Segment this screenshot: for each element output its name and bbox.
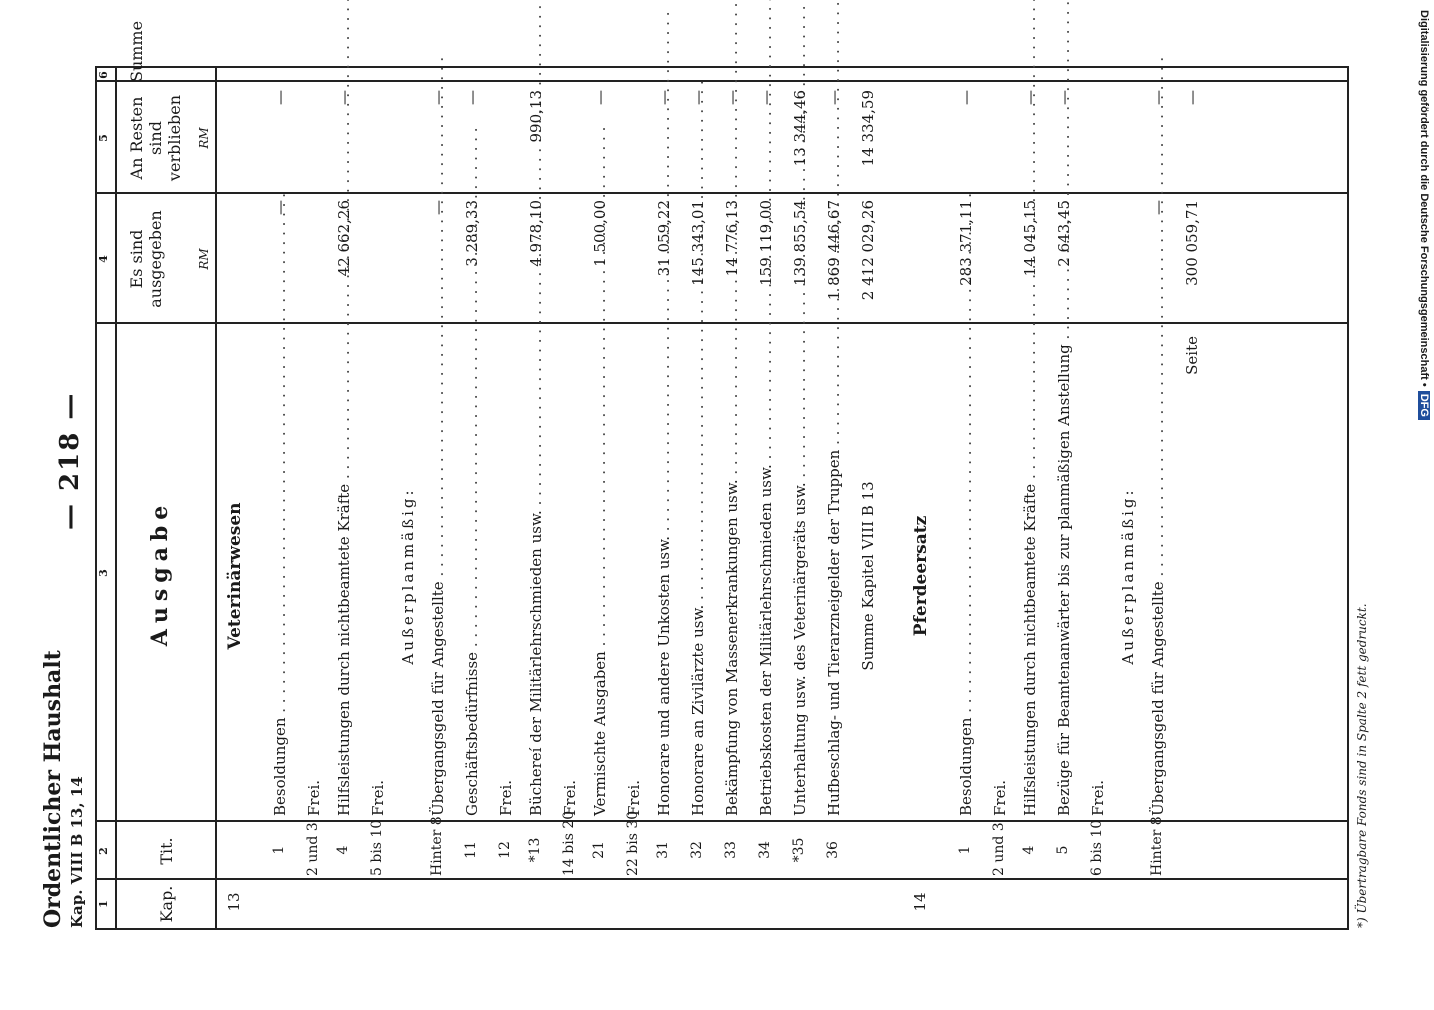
description-cell: Geschäftsbedürfnisse . . .: [463, 336, 481, 816]
description-cell: Bezüge für Beamtenanwärter bis zur planmäßigen Anstellung . . .: [1055, 336, 1073, 816]
spent-cell: —: [1149, 200, 1167, 215]
spent-cell: 42 662,26: [335, 200, 353, 277]
header-title: Ordentlicher Haushalt: [40, 650, 66, 928]
column-number: 4: [97, 255, 110, 263]
spent-cell: —: [271, 200, 289, 215]
description-cell: Unterhaltung usw. des Veterinärgeräts usw. . . .: [791, 336, 809, 816]
description-cell: Übergangsgeld für Angestellte . . .: [429, 336, 447, 816]
remaining-cell: —: [335, 90, 353, 105]
tit-cell: *35: [791, 837, 807, 863]
remaining-cell: —: [1183, 90, 1201, 105]
spent-cell: 3 289,33: [463, 200, 481, 267]
remaining-cell: 13 344,46: [791, 90, 809, 167]
description-cell: Seite: [1183, 336, 1201, 375]
table-row: [497, 68, 525, 928]
table-row: [591, 68, 619, 928]
table-row: [225, 68, 253, 928]
remaining-cell: 14 334,59: [859, 90, 877, 167]
description-cell: Bekämpfung von Massenerkrankungen usw. . . .: [723, 336, 741, 816]
description-cell: Besoldungen . . .: [957, 336, 975, 816]
description-cell: Frei.: [369, 779, 387, 816]
table-row: [825, 68, 853, 928]
tit-cell: 4: [335, 845, 351, 855]
remaining-cell: —: [757, 90, 775, 105]
tit-cell: 22 bis 30: [625, 810, 641, 876]
table-row: [791, 68, 819, 928]
spent-cell: 300 059,71: [1183, 200, 1201, 286]
table-row: [957, 68, 985, 928]
description-cell: Vermischte Ausgaben . . .: [591, 336, 609, 816]
tit-cell: 14 bis 20: [561, 810, 577, 876]
tit-cell: 2 und 3: [991, 822, 1007, 876]
remaining-cell: —: [591, 90, 609, 105]
remaining-cell: —: [1055, 90, 1073, 105]
table-row: [625, 68, 653, 928]
table-row: [561, 68, 589, 928]
budget-table: [95, 20, 1349, 930]
kap-header: Kap.: [157, 885, 176, 923]
spent-cell: 14 045,15: [1021, 200, 1039, 277]
document-header: [40, 650, 86, 928]
spent-cell: 31 059,22: [655, 200, 673, 277]
description-cell: Frei.: [305, 779, 323, 816]
table-row: [1089, 68, 1117, 928]
remaining-cell: —: [1149, 90, 1167, 105]
remaining-cell: —: [723, 90, 741, 105]
tit-cell: 31: [655, 841, 671, 859]
table-row: [655, 68, 683, 928]
tit-cell: 21: [591, 841, 607, 859]
description-cell: Außerplanmäßig:: [1119, 487, 1137, 665]
tit-cell: 1: [957, 845, 973, 855]
description-cell: Besoldungen . . .: [271, 336, 289, 816]
spent-cell: 2 412 029,26: [859, 200, 877, 301]
table-row: [991, 68, 1019, 928]
tit-cell: 11: [463, 841, 479, 859]
tit-cell: 5 bis 10: [369, 819, 385, 876]
spent-cell: 1 869 446,67: [825, 200, 843, 301]
header-subtitle: Kap. VIII B 13, 14: [68, 776, 86, 928]
spent-cell: 4 978,10: [527, 200, 545, 267]
description-cell: Pferdeersatz: [911, 515, 931, 637]
description-cell: Hilfsleistungen durch nichtbeamtete Kräfte . . .: [335, 336, 353, 816]
remaining-cell: —: [825, 90, 843, 105]
table-row: [1055, 68, 1083, 928]
remaining-cell: —: [429, 90, 447, 105]
tit-cell: 1: [271, 845, 287, 855]
kap-cell: 13: [225, 892, 243, 912]
column-number: 5: [97, 134, 110, 142]
spent-cell: 145 343,01: [689, 200, 707, 286]
table-row: [271, 68, 299, 928]
column-number: 2: [97, 847, 110, 855]
sum-header: Summe: [127, 20, 146, 82]
description-cell: Frei.: [561, 779, 579, 816]
spent-header: Es sind ausgegeben: [127, 210, 165, 308]
description-cell: Honorare und andere Unkosten usw. . . .: [655, 336, 673, 816]
table-row: [463, 68, 491, 928]
description-cell: Veterinärwesen: [225, 502, 245, 650]
spent-cell: 1 500,00: [591, 200, 609, 267]
description-cell: Hilfsleistungen durch nichtbeamtete Kräfte . . .: [1021, 336, 1039, 816]
tit-cell: 5: [1055, 845, 1071, 855]
remaining-cell: —: [655, 90, 673, 105]
description-cell: Büchereí der Militärlehrschmieden usw. . . .: [527, 336, 545, 816]
description-cell: Übergangsgeld für Angestellte . . .: [1149, 336, 1167, 816]
table-row: [1119, 68, 1147, 928]
table-row: [429, 68, 457, 928]
column-number: 1: [97, 900, 110, 908]
table-row: [757, 68, 785, 928]
table-row: [399, 68, 427, 928]
remaining-header: An Resten sind verblieben: [127, 94, 184, 182]
unit-label: RM: [197, 248, 211, 270]
spent-cell: 159 119,00: [757, 200, 775, 286]
tit-cell: 32: [689, 841, 705, 859]
table-row: [723, 68, 751, 928]
column-number: 3: [97, 569, 110, 577]
footnote: *) Übertragbare Fonds sind in Spalte 2 fett gedruckt.: [1355, 603, 1369, 928]
description-cell: Frei.: [497, 779, 515, 816]
description-cell: Hufbeschlag- und Tierarzneigelder der Truppen . . .: [825, 336, 843, 816]
description-cell: Frei.: [625, 779, 643, 816]
dfg-badge: DFG: [1418, 391, 1430, 420]
tit-cell: 6 bis 10: [1089, 819, 1105, 876]
dfg-sidebar: [1412, 10, 1430, 1010]
tit-cell: 4: [1021, 845, 1037, 855]
table-row: [335, 68, 363, 928]
description-cell: Betriebskosten der Militärlehrschmieden usw. . . .: [757, 336, 775, 816]
remaining-cell: 990,13: [527, 90, 545, 143]
tit-cell: 36: [825, 841, 841, 859]
description-cell: Außerplanmäßig:: [399, 487, 417, 665]
kap-cell: 14: [911, 892, 929, 912]
table-row: [527, 68, 555, 928]
table-row: [859, 68, 887, 928]
ausgabe-header: Ausgabe: [147, 499, 173, 647]
row-divider: [215, 68, 217, 928]
spent-cell: 283 371,11: [957, 200, 975, 286]
remaining-cell: —: [1021, 90, 1039, 105]
remaining-cell: —: [957, 90, 975, 105]
remaining-cell: —: [689, 90, 707, 105]
tit-cell: 33: [723, 841, 739, 859]
tit-cell: *13: [527, 837, 543, 863]
dfg-credit-text: Digitalisierung gefördert durch die Deutsche Forschungsgemeinschaft •: [1418, 10, 1430, 387]
dfg-credit: [1412, 10, 1430, 1010]
spent-cell: 2 643,45: [1055, 200, 1073, 267]
spent-cell: 14 776,13: [723, 200, 741, 277]
column-number: 6: [97, 71, 110, 79]
spent-cell: 139 855,54: [791, 200, 809, 286]
table-row: [369, 68, 397, 928]
table-row: [1149, 68, 1177, 928]
page-number: — 218 —: [55, 391, 85, 530]
remaining-cell: —: [271, 90, 289, 105]
table-row: [305, 68, 333, 928]
row-divider: [115, 68, 117, 928]
table-row: [911, 68, 939, 928]
tit-cell: 34: [757, 841, 773, 859]
description-cell: Frei.: [991, 779, 1009, 816]
remaining-cell: —: [463, 90, 481, 105]
tit-cell: Hinter 8: [429, 816, 445, 876]
table-row: [689, 68, 717, 928]
tit-cell: Hinter 8: [1149, 816, 1165, 876]
tit-header: Tit.: [157, 837, 176, 865]
table-row: [1183, 68, 1211, 928]
tit-cell: 2 und 3: [305, 822, 321, 876]
description-cell: Honorare an Zivilärzte usw. . . .: [689, 336, 707, 816]
table-row: [1021, 68, 1049, 928]
description-cell: Summe Kapitel VIII B 13: [859, 481, 877, 671]
spent-cell: —: [429, 200, 447, 215]
description-cell: Frei.: [1089, 779, 1107, 816]
unit-label: RM: [197, 127, 211, 149]
tit-cell: 12: [497, 841, 513, 859]
